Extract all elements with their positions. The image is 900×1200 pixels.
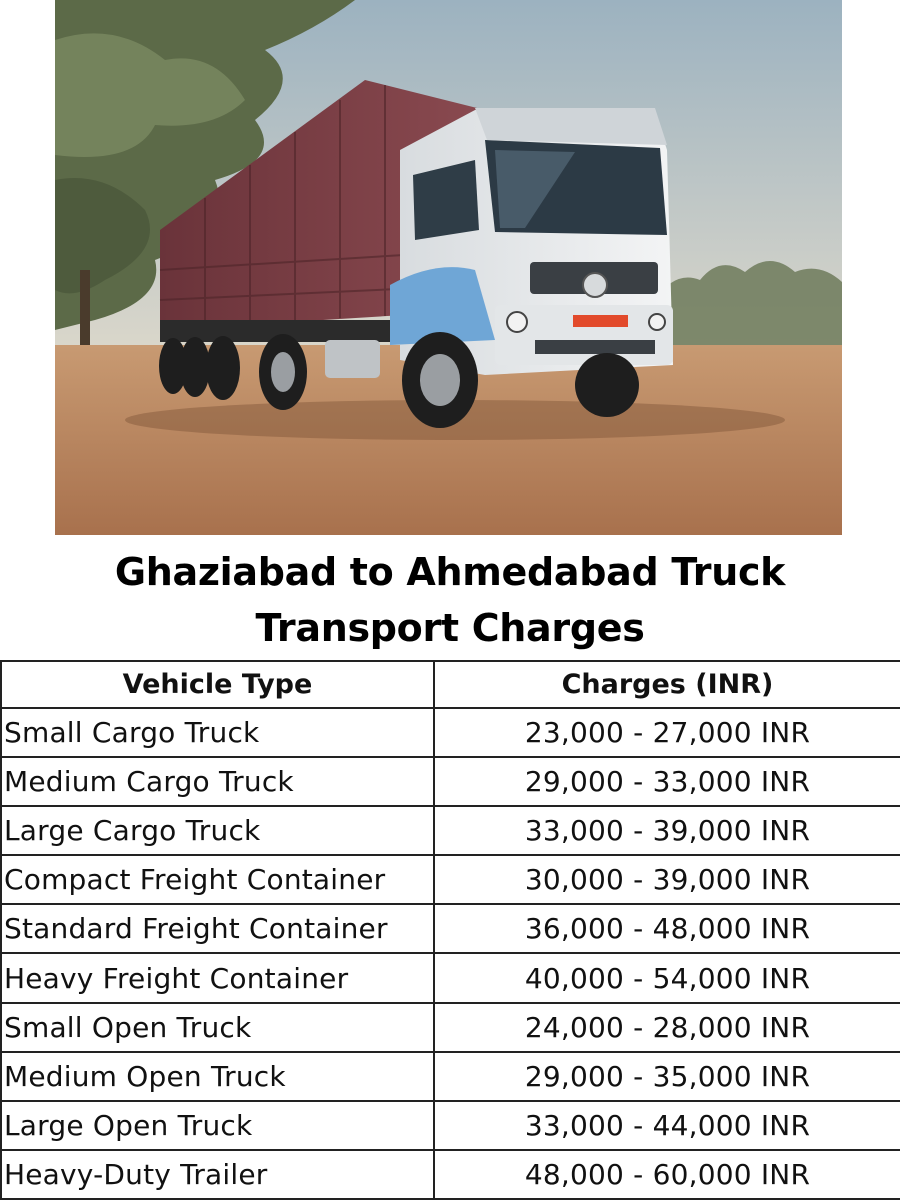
charges-table (0, 660, 900, 1200)
charges-cell: 40,000 - 54,000 INR (434, 953, 900, 1002)
charges-cell: 24,000 - 28,000 INR (434, 1003, 900, 1052)
title-line-2: Transport Charges (255, 606, 645, 650)
vehicle-type-cell: Heavy Freight Container (1, 953, 434, 1002)
vehicle-type-cell: Heavy-Duty Trailer (1, 1150, 434, 1199)
header-charges: Charges (INR) (434, 661, 900, 708)
vehicle-type-cell: Standard Freight Container (1, 904, 434, 953)
charges-cell: 29,000 - 33,000 INR (434, 757, 900, 806)
table-row (1, 904, 900, 953)
table-row (1, 1101, 900, 1150)
table-row (1, 1150, 900, 1199)
vehicle-type-cell: Small Open Truck (1, 1003, 434, 1052)
charges-cell: 30,000 - 39,000 INR (434, 855, 900, 904)
page-title (0, 544, 900, 656)
header-vehicle-type: Vehicle Type (1, 661, 434, 708)
vehicle-type-cell: Large Cargo Truck (1, 806, 434, 855)
charges-cell: 29,000 - 35,000 INR (434, 1052, 900, 1101)
charges-cell: 33,000 - 39,000 INR (434, 806, 900, 855)
charges-cell: 48,000 - 60,000 INR (434, 1150, 900, 1199)
vehicle-type-cell: Medium Cargo Truck (1, 757, 434, 806)
charges-cell: 33,000 - 44,000 INR (434, 1101, 900, 1150)
charges-cell: 36,000 - 48,000 INR (434, 904, 900, 953)
truck-photo (55, 0, 842, 535)
table-row (1, 1052, 900, 1101)
table-row (1, 953, 900, 1002)
table-row (1, 757, 900, 806)
charges-cell: 23,000 - 27,000 INR (434, 708, 900, 757)
table-row (1, 1003, 900, 1052)
truck-illustration (55, 0, 842, 535)
table-row (1, 855, 900, 904)
table-row (1, 806, 900, 855)
title-line-1: Ghaziabad to Ahmedabad Truck (114, 550, 786, 594)
vehicle-type-cell: Compact Freight Container (1, 855, 434, 904)
table-header-row (1, 661, 900, 708)
table-row (1, 708, 900, 757)
vehicle-type-cell: Large Open Truck (1, 1101, 434, 1150)
vehicle-type-cell: Medium Open Truck (1, 1052, 434, 1101)
vehicle-type-cell: Small Cargo Truck (1, 708, 434, 757)
